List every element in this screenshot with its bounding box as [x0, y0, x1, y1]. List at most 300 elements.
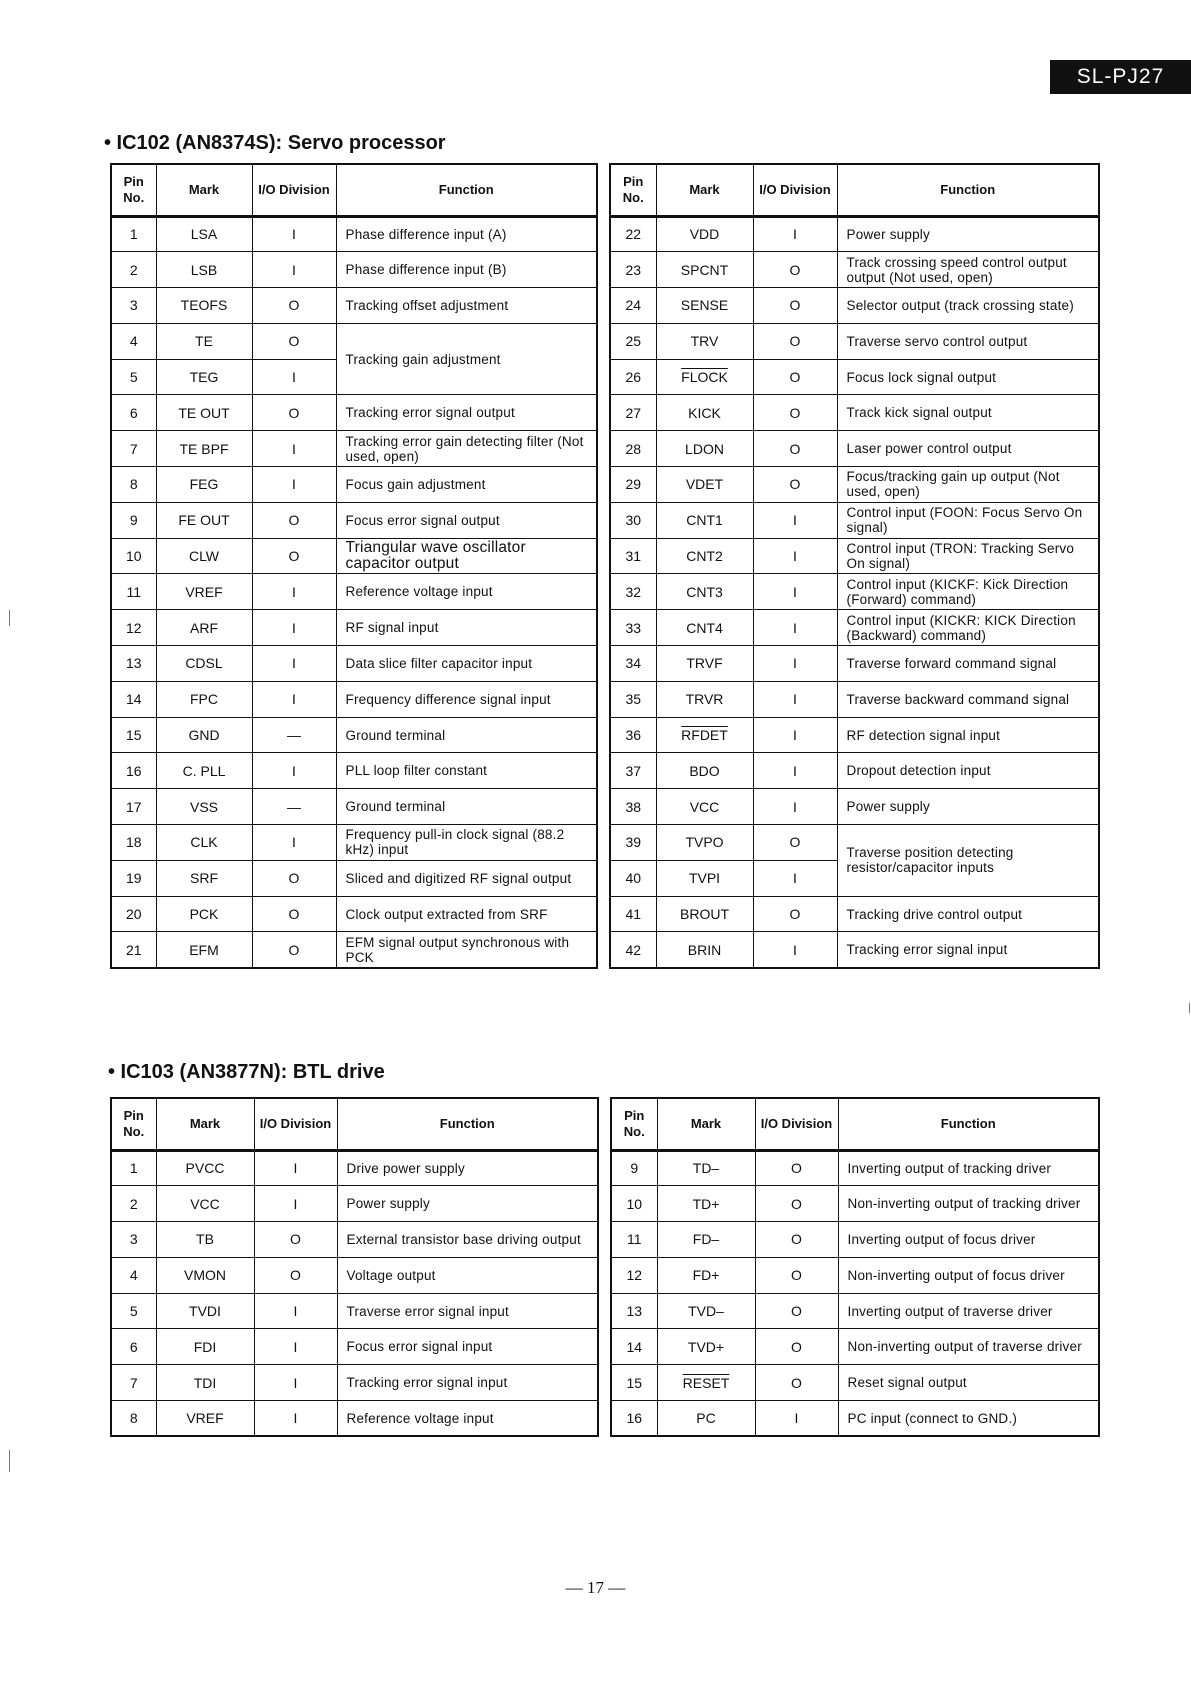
table-row [610, 753, 1099, 789]
header-pin-no: Pin No. [111, 1098, 156, 1150]
pin-function: Power supply [837, 216, 1099, 252]
table-row [111, 574, 597, 610]
model-badge: SL-PJ27 [1050, 60, 1191, 94]
pin-mark: TDI [156, 1365, 254, 1401]
pin-mark: TB [156, 1222, 254, 1258]
pin-mark: LDON [656, 431, 753, 467]
pin-mark: PCK [156, 896, 252, 932]
scan-edge-mark [9, 1450, 10, 1472]
pin-mark: TRV [656, 323, 753, 359]
pin-function: Track crossing speed control output output (Not used, open) [837, 252, 1099, 288]
pin-io: I [252, 646, 336, 682]
pin-io: I [252, 574, 336, 610]
pin-number: 22 [610, 216, 656, 252]
pin-mark: CNT3 [656, 574, 753, 610]
pin-mark: PVCC [156, 1150, 254, 1186]
pin-mark: TE BPF [156, 431, 252, 467]
pin-io: O [254, 1257, 337, 1293]
pin-function: Tracking error signal output [336, 395, 597, 431]
pin-function: Control input (FOON: Focus Servo On signal) [837, 502, 1099, 538]
pin-number: 20 [111, 896, 156, 932]
pin-mark: C. PLL [156, 753, 252, 789]
pin-io: I [252, 252, 336, 288]
pin-mark: BRIN [656, 932, 753, 968]
table-row [610, 610, 1099, 646]
table-row [610, 216, 1099, 252]
pin-number: 11 [111, 574, 156, 610]
header-pin-no: Pin No. [611, 1098, 657, 1150]
pin-mark: LSA [156, 216, 252, 252]
header-mark: Mark [657, 1098, 755, 1150]
pin-mark: VREF [156, 574, 252, 610]
pin-mark: VCC [156, 1186, 254, 1222]
table-row [111, 323, 597, 359]
table-row [610, 395, 1099, 431]
pin-mark: TVD+ [657, 1329, 755, 1365]
pin-function: Reference voltage input [336, 574, 597, 610]
pin-io: I [254, 1293, 337, 1329]
pin-number: 5 [111, 359, 156, 395]
pin-number: 14 [111, 681, 156, 717]
pin-function: Clock output extracted from SRF [336, 896, 597, 932]
pin-function: RF detection signal input [837, 717, 1099, 753]
pin-mark: EFM [156, 932, 252, 968]
pin-mark: SPCNT [656, 252, 753, 288]
pin-function: Non-inverting output of tracking driver [838, 1186, 1099, 1222]
table-row [610, 825, 1099, 861]
pin-function: Drive power supply [337, 1150, 598, 1186]
pin-number: 8 [111, 467, 156, 503]
pin-io: I [753, 753, 837, 789]
table-row [610, 646, 1099, 682]
pin-mark: VSS [156, 789, 252, 825]
table-row [611, 1150, 1099, 1186]
header-function: Function [336, 164, 597, 216]
scan-edge-mark [1189, 1003, 1190, 1013]
pin-function: Reset signal output [838, 1365, 1099, 1401]
pin-number: 1 [111, 1150, 156, 1186]
pin-number: 25 [610, 323, 656, 359]
pin-function: Focus error signal input [337, 1329, 598, 1365]
page-number: — 17 — [565, 1578, 626, 1597]
table-row [611, 1365, 1099, 1401]
pin-function: Ground terminal [336, 789, 597, 825]
pin-number: 15 [611, 1365, 657, 1401]
pin-number: 12 [111, 610, 156, 646]
pin-mark: PC [657, 1401, 755, 1437]
pin-io: I [252, 753, 336, 789]
pin-function: Frequency pull-in clock signal (88.2 kHz) input [336, 825, 597, 861]
pin-function: Selector output (track crossing state) [837, 288, 1099, 324]
ic102-pin-table-left [110, 163, 598, 969]
pin-function: Phase difference input (B) [336, 252, 597, 288]
pin-number: 3 [111, 1222, 156, 1258]
pin-function: Focus gain adjustment [336, 467, 597, 503]
table-row [111, 1186, 598, 1222]
table-row [111, 610, 597, 646]
pin-number: 9 [111, 502, 156, 538]
pin-function: PLL loop filter constant [336, 753, 597, 789]
section-title-ic103: • IC103 (AN3877N): BTL drive [108, 1061, 385, 1083]
header-pin-no: Pin No. [111, 164, 156, 216]
pin-mark: TE OUT [156, 395, 252, 431]
pin-io: O [252, 860, 336, 896]
table-row [611, 1293, 1099, 1329]
pin-number: 10 [111, 538, 156, 574]
header-mark: Mark [156, 164, 252, 216]
pin-io: O [252, 323, 336, 359]
pin-number: 16 [611, 1401, 657, 1437]
pin-mark: TD– [657, 1150, 755, 1186]
pin-mark: FD+ [657, 1257, 755, 1293]
pin-io: I [753, 646, 837, 682]
pin-mark: ARF [156, 610, 252, 646]
pin-number: 31 [610, 538, 656, 574]
pin-io: I [252, 359, 336, 395]
pin-mark: TVPO [656, 825, 753, 861]
table-row [611, 1329, 1099, 1365]
pin-io: O [753, 896, 837, 932]
table-row [111, 431, 597, 467]
pin-mark: TEOFS [156, 288, 252, 324]
pin-mark: RFDET [656, 717, 753, 753]
pin-mark: SENSE [656, 288, 753, 324]
header-io-division: I/O Division [254, 1098, 337, 1150]
pin-mark: LSB [156, 252, 252, 288]
pin-function: Tracking drive control output [837, 896, 1099, 932]
table-row [111, 1329, 598, 1365]
pin-io: O [254, 1222, 337, 1258]
header-function: Function [837, 164, 1099, 216]
pin-function: Dropout detection input [837, 753, 1099, 789]
pin-io: O [755, 1150, 838, 1186]
table-row [111, 467, 597, 503]
pin-number: 41 [610, 896, 656, 932]
table-row [610, 252, 1099, 288]
table-row [610, 681, 1099, 717]
pin-function: Focus error signal output [336, 502, 597, 538]
pin-mark: TVDI [156, 1293, 254, 1329]
pin-mark: VCC [656, 789, 753, 825]
table-row [611, 1257, 1099, 1293]
table-row [111, 825, 597, 861]
pin-function: Control input (TRON: Tracking Servo On signal) [837, 538, 1099, 574]
table-row [610, 359, 1099, 395]
table-row [610, 431, 1099, 467]
pin-number: 10 [611, 1186, 657, 1222]
section-title-ic102: • IC102 (AN8374S): Servo processor [104, 132, 446, 154]
pin-io: O [252, 502, 336, 538]
pin-function: Non-inverting output of traverse driver [838, 1329, 1099, 1365]
pin-number: 16 [111, 753, 156, 789]
pin-number: 38 [610, 789, 656, 825]
scan-edge-mark [9, 610, 10, 626]
pin-number: 28 [610, 431, 656, 467]
table-row [111, 896, 597, 932]
pin-io: I [753, 538, 837, 574]
header-function: Function [337, 1098, 598, 1150]
pin-mark: CNT4 [656, 610, 753, 646]
header-mark: Mark [656, 164, 753, 216]
pin-function: Traverse forward command signal [837, 646, 1099, 682]
table-row [111, 681, 597, 717]
pin-function: Traverse error signal input [337, 1293, 598, 1329]
pin-io: I [753, 216, 837, 252]
pin-io: O [753, 825, 837, 861]
pin-io: O [753, 323, 837, 359]
pin-io: O [753, 252, 837, 288]
pin-mark: FE OUT [156, 502, 252, 538]
pin-number: 35 [610, 681, 656, 717]
pin-number: 3 [111, 288, 156, 324]
table-row [111, 753, 597, 789]
ic103-pin-table-right [610, 1097, 1100, 1437]
table-row [610, 932, 1099, 968]
pin-io: O [755, 1222, 838, 1258]
pin-mark: BDO [656, 753, 753, 789]
table-row [610, 467, 1099, 503]
table-row [611, 1401, 1099, 1437]
pin-function: Tracking gain adjustment [336, 323, 597, 395]
pin-function: EFM signal output synchronous with PCK [336, 932, 597, 968]
table-row [111, 1293, 598, 1329]
pin-number: 18 [111, 825, 156, 861]
table-row [111, 860, 597, 896]
table-row [111, 789, 597, 825]
pin-io: O [753, 359, 837, 395]
header-io-division: I/O Division [753, 164, 837, 216]
pin-number: 4 [111, 1257, 156, 1293]
table-row [111, 216, 597, 252]
pin-number: 24 [610, 288, 656, 324]
pin-number: 2 [111, 252, 156, 288]
pin-mark: VMON [156, 1257, 254, 1293]
pin-number: 37 [610, 753, 656, 789]
table-row [111, 252, 597, 288]
table-row [111, 1222, 598, 1258]
pin-function: Track kick signal output [837, 395, 1099, 431]
pin-io: I [753, 681, 837, 717]
pin-number: 34 [610, 646, 656, 682]
pin-mark: FPC [156, 681, 252, 717]
pin-io: O [753, 431, 837, 467]
pin-mark: GND [156, 717, 252, 753]
pin-io: I [755, 1401, 838, 1437]
pin-number: 42 [610, 932, 656, 968]
pin-mark: BROUT [656, 896, 753, 932]
pin-io: I [254, 1401, 337, 1437]
pin-mark: SRF [156, 860, 252, 896]
pin-io: O [753, 395, 837, 431]
pin-number: 27 [610, 395, 656, 431]
pin-number: 19 [111, 860, 156, 896]
pin-io: I [753, 610, 837, 646]
pin-mark: CNT2 [656, 538, 753, 574]
pin-mark: CLK [156, 825, 252, 861]
pin-number: 8 [111, 1401, 156, 1437]
pin-mark: TEG [156, 359, 252, 395]
pin-number: 30 [610, 502, 656, 538]
pin-io: — [252, 717, 336, 753]
pin-io: I [252, 467, 336, 503]
pin-function: RF signal input [336, 610, 597, 646]
pin-number: 32 [610, 574, 656, 610]
pin-number: 13 [611, 1293, 657, 1329]
pin-io: I [252, 825, 336, 861]
pin-function: Data slice filter capacitor input [336, 646, 597, 682]
table-row [111, 646, 597, 682]
pin-number: 29 [610, 467, 656, 503]
ic102-pin-table-right [609, 163, 1100, 969]
pin-io: I [252, 681, 336, 717]
table-row [111, 502, 597, 538]
pin-mark: KICK [656, 395, 753, 431]
table-row [111, 1257, 598, 1293]
pin-function: Inverting output of tracking driver [838, 1150, 1099, 1186]
ic103-pin-table-left [110, 1097, 599, 1437]
pin-number: 21 [111, 932, 156, 968]
pin-io: I [753, 502, 837, 538]
pin-number: 4 [111, 323, 156, 359]
pin-io: O [755, 1186, 838, 1222]
pin-io: I [753, 789, 837, 825]
table-row [111, 288, 597, 324]
pin-number: 26 [610, 359, 656, 395]
pin-function: Traverse servo control output [837, 323, 1099, 359]
pin-number: 14 [611, 1329, 657, 1365]
table-row [610, 789, 1099, 825]
pin-mark: CLW [156, 538, 252, 574]
table-row [610, 323, 1099, 359]
table-row [610, 538, 1099, 574]
pin-number: 9 [611, 1150, 657, 1186]
pin-number: 36 [610, 717, 656, 753]
pin-io: O [252, 538, 336, 574]
pin-io: O [252, 932, 336, 968]
pin-io: I [753, 717, 837, 753]
header-pin-no: Pin No. [610, 164, 656, 216]
pin-number: 6 [111, 1329, 156, 1365]
pin-function: Inverting output of focus driver [838, 1222, 1099, 1258]
table-row [610, 896, 1099, 932]
pin-function: Tracking error signal input [337, 1365, 598, 1401]
pin-io: O [753, 467, 837, 503]
pin-function: Focus lock signal output [837, 359, 1099, 395]
table-row [610, 502, 1099, 538]
pin-number: 2 [111, 1186, 156, 1222]
table-row [111, 1150, 598, 1186]
pin-number: 33 [610, 610, 656, 646]
pin-io: I [753, 860, 837, 896]
header-mark: Mark [156, 1098, 254, 1150]
pin-io: O [755, 1329, 838, 1365]
pin-io: O [252, 896, 336, 932]
pin-mark: FD– [657, 1222, 755, 1258]
pin-function: Tracking error signal input [837, 932, 1099, 968]
table-row [111, 1365, 598, 1401]
pin-function: Triangular wave oscillator capacitor output [336, 538, 597, 574]
pin-function: Frequency difference signal input [336, 681, 597, 717]
pin-io: O [755, 1257, 838, 1293]
pin-function: Sliced and digitized RF signal output [336, 860, 597, 896]
pin-number: 13 [111, 646, 156, 682]
pin-io: I [753, 574, 837, 610]
pin-number: 5 [111, 1293, 156, 1329]
pin-function: Tracking error gain detecting filter (Not used, open) [336, 431, 597, 467]
pin-mark: TE [156, 323, 252, 359]
pin-io: I [254, 1150, 337, 1186]
pin-mark: TVPI [656, 860, 753, 896]
pin-number: 39 [610, 825, 656, 861]
pin-number: 11 [611, 1222, 657, 1258]
pin-function: External transistor base driving output [337, 1222, 598, 1258]
pin-function: Ground terminal [336, 717, 597, 753]
pin-mark: FDI [156, 1329, 254, 1365]
pin-function: Control input (KICKR: KICK Direction (Backward) command) [837, 610, 1099, 646]
pin-mark: TVD– [657, 1293, 755, 1329]
pin-mark: CDSL [156, 646, 252, 682]
pin-number: 12 [611, 1257, 657, 1293]
pin-number: 40 [610, 860, 656, 896]
pin-function: Power supply [837, 789, 1099, 825]
table-row [611, 1222, 1099, 1258]
pin-io: I [252, 610, 336, 646]
table-row [111, 538, 597, 574]
pin-io: O [755, 1293, 838, 1329]
pin-number: 7 [111, 431, 156, 467]
pin-function: Inverting output of traverse driver [838, 1293, 1099, 1329]
pin-function: Reference voltage input [337, 1401, 598, 1437]
pin-function: Tracking offset adjustment [336, 288, 597, 324]
pin-io: I [753, 932, 837, 968]
pin-number: 15 [111, 717, 156, 753]
pin-io: I [254, 1186, 337, 1222]
pin-function: Traverse backward command signal [837, 681, 1099, 717]
header-io-division: I/O Division [755, 1098, 838, 1150]
table-row [111, 1401, 598, 1437]
pin-mark: CNT1 [656, 502, 753, 538]
pin-io: O [753, 288, 837, 324]
pin-mark: VREF [156, 1401, 254, 1437]
pin-function: Laser power control output [837, 431, 1099, 467]
pin-mark: FEG [156, 467, 252, 503]
pin-number: 7 [111, 1365, 156, 1401]
pin-io: I [252, 216, 336, 252]
pin-function: Voltage output [337, 1257, 598, 1293]
table-row [111, 717, 597, 753]
pin-function: Control input (KICKF: Kick Direction (Forward) command) [837, 574, 1099, 610]
table-row [610, 574, 1099, 610]
table-row [111, 395, 597, 431]
pin-function: Traverse position detecting resistor/capacitor inputs [837, 825, 1099, 897]
table-row [610, 717, 1099, 753]
pin-function: Focus/tracking gain up output (Not used, open) [837, 467, 1099, 503]
pin-function: Non-inverting output of focus driver [838, 1257, 1099, 1293]
pin-mark: VDET [656, 467, 753, 503]
pin-mark: TD+ [657, 1186, 755, 1222]
pin-mark: RESET [657, 1365, 755, 1401]
pin-mark: TRVF [656, 646, 753, 682]
header-function: Function [838, 1098, 1099, 1150]
pin-io: O [252, 395, 336, 431]
pin-function: PC input (connect to GND.) [838, 1401, 1099, 1437]
pin-io: — [252, 789, 336, 825]
header-io-division: I/O Division [252, 164, 336, 216]
pin-number: 1 [111, 216, 156, 252]
table-row [111, 932, 597, 968]
pin-mark: FLOCK [656, 359, 753, 395]
pin-io: I [252, 431, 336, 467]
